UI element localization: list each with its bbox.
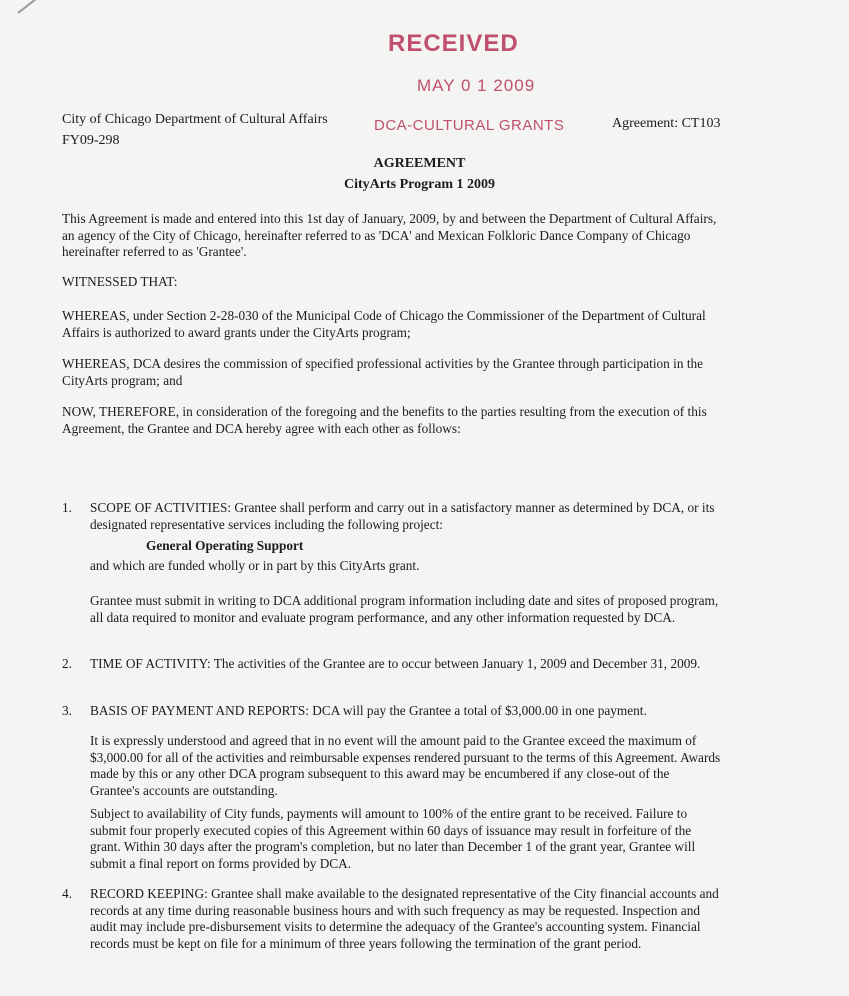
received-stamp-date: MAY 0 1 2009 bbox=[417, 76, 536, 95]
section-3-number: 3. bbox=[62, 703, 72, 718]
section-1-additional-info: Grantee must submit in writing to DCA additional program information including date and sites of proposed program, all data required to monitor and evaluate program performance, and any other information requested by DCA. bbox=[90, 593, 719, 625]
section-1-number: 1. bbox=[62, 500, 72, 515]
section-1-funded: and which are funded wholly or in part by this CityArts grant. bbox=[90, 558, 420, 573]
received-stamp-department: DCA-CULTURAL GRANTS bbox=[374, 117, 565, 134]
witnessed-heading: WITNESSED THAT: bbox=[62, 274, 178, 289]
header-agreement-id: Agreement: CT103 bbox=[612, 116, 721, 131]
intro-paragraph: This Agreement is made and entered into this 1st day of January, 2009, by and between the Department of Cultural Affairs, an agency of the City of Chicago, hereinafter referred to as 'DCA' and Mexican Folkloric Dance Company of Chicago hereinafter referred to as 'Grantee'. bbox=[62, 211, 717, 259]
section-3-paragraph-2: Subject to availability of City funds, payments will amount to 100% of the entire grant to be received. Failure to submit four properly executed copies of this Agreement within 60 days of issuance may result in forfeiture of the grant. Within 30 days after the program's completion, but no later than December 1 of the grant year, Grantee will submit a final report on forms provided by DCA. bbox=[90, 806, 696, 871]
section-2-time: TIME OF ACTIVITY: The activities of the Grantee are to occur between January 1, 2009 and December 31, 2009. bbox=[90, 656, 701, 671]
received-stamp: RECEIVED bbox=[388, 30, 519, 57]
header-department: City of Chicago Department of Cultural Affairs bbox=[62, 112, 328, 127]
header-file-number: FY09-298 bbox=[62, 133, 120, 148]
section-1-project: General Operating Support bbox=[146, 538, 304, 553]
whereas-paragraph-1: WHEREAS, under Section 2-28-030 of the Municipal Code of Chicago the Commissioner of the Department of Cultural Affairs is authorized to award grants under the CityArts program; bbox=[62, 308, 706, 340]
section-2-number: 2. bbox=[62, 656, 72, 671]
section-4-record-keeping: RECORD KEEPING: Grantee shall make available to the designated representative of the City financial accounts and records at any time during reasonable business hours and with such frequency as may be requested. Inspection and audit may include pre-disbursement visits to determine the adequacy of the Grantee's accounting system. Financial records must be kept on file for a minimum of three years following the termination of the grant period. bbox=[90, 886, 719, 951]
section-3-payment: BASIS OF PAYMENT AND REPORTS: DCA will pay the Grantee a total of $3,000.00 in one payment. bbox=[90, 703, 647, 718]
section-4-number: 4. bbox=[62, 886, 72, 901]
whereas-paragraph-2: WHEREAS, DCA desires the commission of specified professional activities by the Grantee through participation in the CityArts program; and bbox=[62, 356, 704, 388]
document-title: AGREEMENT bbox=[373, 156, 466, 171]
section-3-paragraph-1: It is expressly understood and agreed that in no event will the amount paid to the Grantee exceed the maximum of $3,000.00 for all of the activities and reimbursable expenses rendered pursuant to the terms of this Agreement. Awards made by this or any other DCA program subsequent to this award may be encumbered if any close-out of the Grantee's accounts are outstanding. bbox=[90, 733, 721, 798]
staple-mark bbox=[17, 0, 54, 14]
program-title: CityArts Program 1 2009 bbox=[344, 177, 495, 192]
section-1-scope: SCOPE OF ACTIVITIES: Grantee shall perform and carry out in a satisfactory manner as determined by DCA, or its designated representative services including the following project: bbox=[90, 500, 715, 532]
now-therefore-paragraph: NOW, THEREFORE, in consideration of the foregoing and the benefits to the parties resulting from the execution of this Agreement, the Grantee and DCA hereby agree with each other as follows: bbox=[62, 404, 707, 436]
